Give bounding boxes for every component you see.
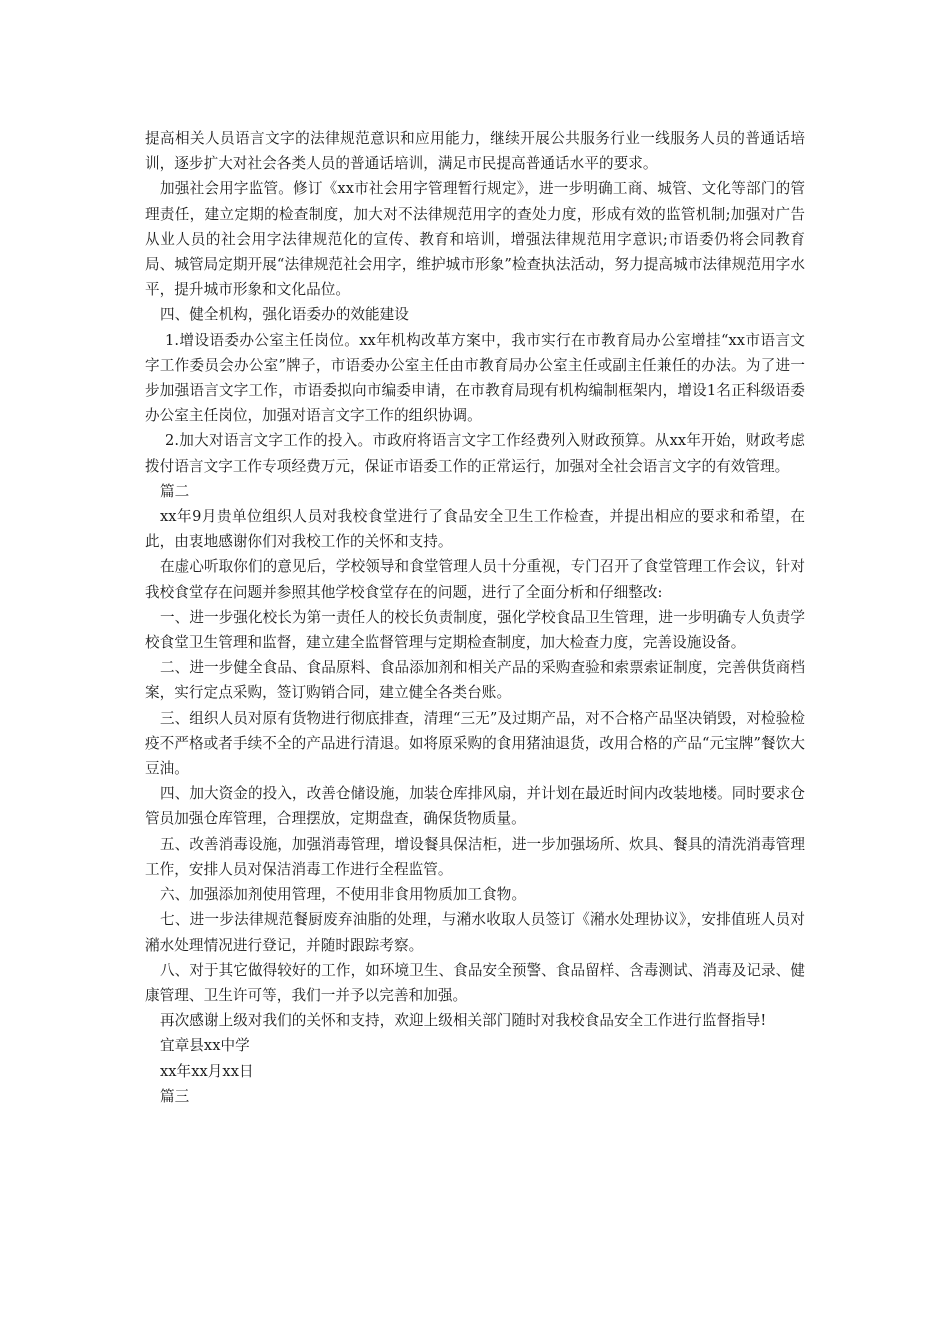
- signature-school: 宜章县xx中学: [160, 1037, 250, 1055]
- paragraph-point-2: 二、进一步健全食品、食品原料、食品添加剂和相关产品的采购查验和索票索证制度，完善供货商档案，实行定点采购，签订购销合同，建立健全各类台账。: [145, 659, 805, 702]
- paragraph-point-5: 五、改善消毒设施，加强消毒管理，增设餐具保洁柜，进一步加强场所、炊具、餐具的清洗消毒管理工作，安排人员对保洁消毒工作进行全程监管。: [145, 835, 805, 878]
- paragraph-point-1: 一、进一步强化校长为第一责任人的校长负责制度，强化学校食品卫生管理，进一步明确专人负责学校食堂卫生管理和监督，建立建全监督管理与定期检查制度，加大检查力度，完善设施设备。: [145, 608, 805, 652]
- paragraph-point-7: 七、进一步法律规范餐厨废弃油脂的处理，与潲水收取人员签订《潲水处理协议》，安排值班人员对潲水处理情况进行登记，并随时跟踪考察。: [145, 911, 805, 954]
- document-page: [145, 126, 805, 1109]
- part-heading-two: 篇二: [160, 482, 190, 500]
- paragraph-inspection-thanks: xx年9月贵单位组织人员对我校食堂进行了食品安全卫生工作检查，并提出相应的要求和希望，在此，由衷地感谢你们对我校工作的关怀和支持。: [145, 508, 805, 551]
- paragraph-rectification-intro: 在虚心听取你们的意见后，学校领导和食堂管理人员十分重视，专门召开了食堂管理工作会议，针对我校食堂存在问题并参照其他学校食堂存在的问题，进行了全面分析和仔细整改:: [145, 558, 805, 601]
- paragraph-item-2: 2.加大对语言文字工作的投入。市政府将语言文字工作经费列入财政预算。从xx年开始，财政考虑拨付语言文字工作专项经费万元，保证市语委工作的正常运行，加强对全社会语言文字的有效管理。: [145, 432, 805, 475]
- part-heading-three: 篇三: [160, 1087, 190, 1105]
- paragraph-closing-thanks: 再次感谢上级对我们的关怀和支持，欢迎上级相关部门随时对我校食品安全工作进行监督指导!: [160, 1012, 767, 1030]
- paragraph-item-1: 1.增设语委办公室主任岗位。xx年机构改革方案中，我市实行在市教育局办公室增挂“xx市语言文字工作委员会办公室”牌子，市语委办公室主任由市教育局办公室主任或副主任兼任的办法。为了进一步加强语言文字工作，市语委拟向市编委申请，在市教育局现有机构编制框架内，增设1名正科级语委办公室主任岗位，加强对语言文字工作的组织协调。: [145, 331, 805, 425]
- paragraph-point-4: 四、加大资金的投入，改善仓储设施，加装仓库排风扇，并计划在最近时间内改装地楼。同时要求仓管员加强仓库管理，合理摆放，定期盘查，确保货物质量。: [145, 785, 805, 828]
- paragraph-point-8: 八、对于其它做得较好的工作，如环境卫生、食品安全预警、食品留样、含毒测试、消毒及记录、健康管理、卫生许可等，我们一并予以完善和加强。: [145, 961, 805, 1004]
- section-heading-four: 四、健全机构，强化语委办的效能建设: [160, 306, 409, 324]
- paragraph-social-text-supervision: 加强社会用字监管。修订《xx市社会用字管理暂行规定》，进一步明确工商、城管、文化等部门的管理责任，建立定期的检查制度，加大对不法律规范用字的查处力度，形成有效的监管机制;加强对广告从业人员的社会用字法律规范化的宣传、教育和培训，增强法律规范用字意识;市语委仍将会同教育局、城管局定期开展“法律规范社会用字，维护城市形象”检查执法活动，努力提高城市法律规范用字水平，提升城市形象和文化品位。: [145, 180, 805, 299]
- paragraph-putonghua-training: 提高相关人员语言文字的法律规范意识和应用能力，继续开展公共服务行业一线服务人员的普通话培训，逐步扩大对社会各类人员的普通话培训，满足市民提高普通话水平的要求。: [145, 130, 805, 173]
- signature-date: xx年xx月xx日: [160, 1062, 254, 1080]
- paragraph-point-6: 六、加强添加剂使用管理，不使用非食用物质加工食物。: [160, 886, 527, 904]
- paragraph-point-3: 三、组织人员对原有货物进行彻底排查，清理“三无”及过期产品，对不合格产品坚决销毁，对检验检疫不严格或者手续不全的产品进行清退。如将原采购的食用猪油退货，改用合格的产品“元宝牌”餐饮大豆油。: [145, 709, 805, 778]
